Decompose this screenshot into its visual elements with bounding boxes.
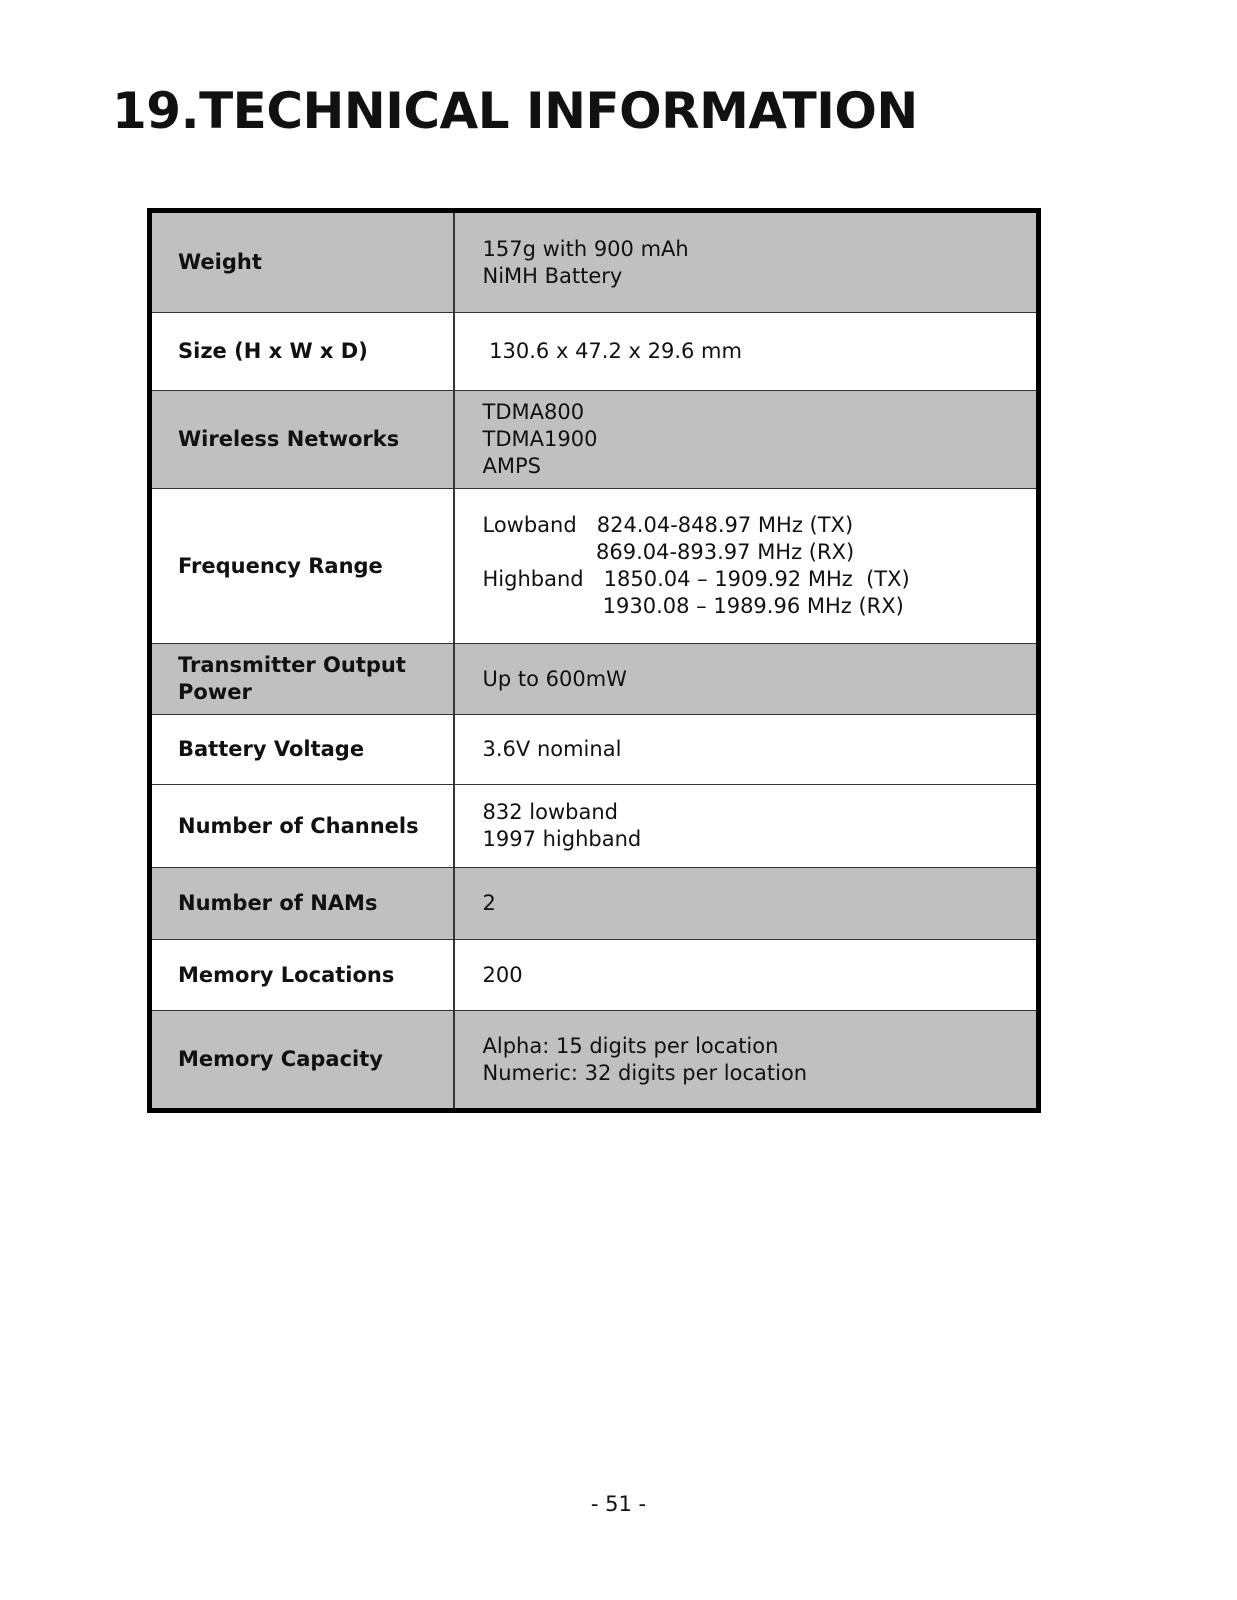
spec-row-memory-locations: [150, 940, 1039, 1011]
spec-row-weight: [150, 211, 1039, 313]
page-title: 19.TECHNICAL INFORMATION: [112, 82, 918, 140]
technical-spec-table: [147, 208, 1041, 1113]
page-number: - 51 -: [590, 1492, 647, 1516]
spec-row-memory-capacity: [150, 1011, 1039, 1111]
spec-row-wireless-networks: [150, 391, 1039, 489]
spec-row-size: [150, 313, 1039, 391]
spec-label: Transmitter Output Power: [150, 644, 454, 715]
spec-row-number-of-nams: [150, 868, 1039, 940]
spec-label: Memory Locations: [150, 940, 454, 1011]
spec-value: 3.6V nominal: [454, 715, 1039, 785]
spec-value: 130.6 x 47.2 x 29.6 mm: [454, 313, 1039, 391]
spec-value: 832 lowband 1997 highband: [454, 785, 1039, 868]
spec-value: 200: [454, 940, 1039, 1011]
spec-label: Size (H x W x D): [150, 313, 454, 391]
spec-value: Up to 600mW: [454, 644, 1039, 715]
spec-row-number-of-channels: [150, 785, 1039, 868]
spec-row-frequency-range: [150, 489, 1039, 644]
spec-row-battery-voltage: [150, 715, 1039, 785]
spec-label: Weight: [150, 211, 454, 313]
spec-label: Memory Capacity: [150, 1011, 454, 1111]
spec-value: 157g with 900 mAh NiMH Battery: [454, 211, 1039, 313]
spec-label: Number of Channels: [150, 785, 454, 868]
spec-value: Alpha: 15 digits per location Numeric: 32 digits per location: [454, 1011, 1039, 1111]
spec-label: Battery Voltage: [150, 715, 454, 785]
spec-label: Frequency Range: [150, 489, 454, 644]
spec-label: Number of NAMs: [150, 868, 454, 940]
spec-value: Lowband 824.04-848.97 MHz (TX) 869.04-893.97 MHz (RX) Highband 1850.04 – 1909.92 MHz (TX) 1930.08 – 1989.96 MHz (RX): [454, 489, 1039, 644]
spec-row-transmitter-output-power: [150, 644, 1039, 715]
spec-value: 2: [454, 868, 1039, 940]
spec-label: Wireless Networks: [150, 391, 454, 489]
spec-value: TDMA800 TDMA1900 AMPS: [454, 391, 1039, 489]
